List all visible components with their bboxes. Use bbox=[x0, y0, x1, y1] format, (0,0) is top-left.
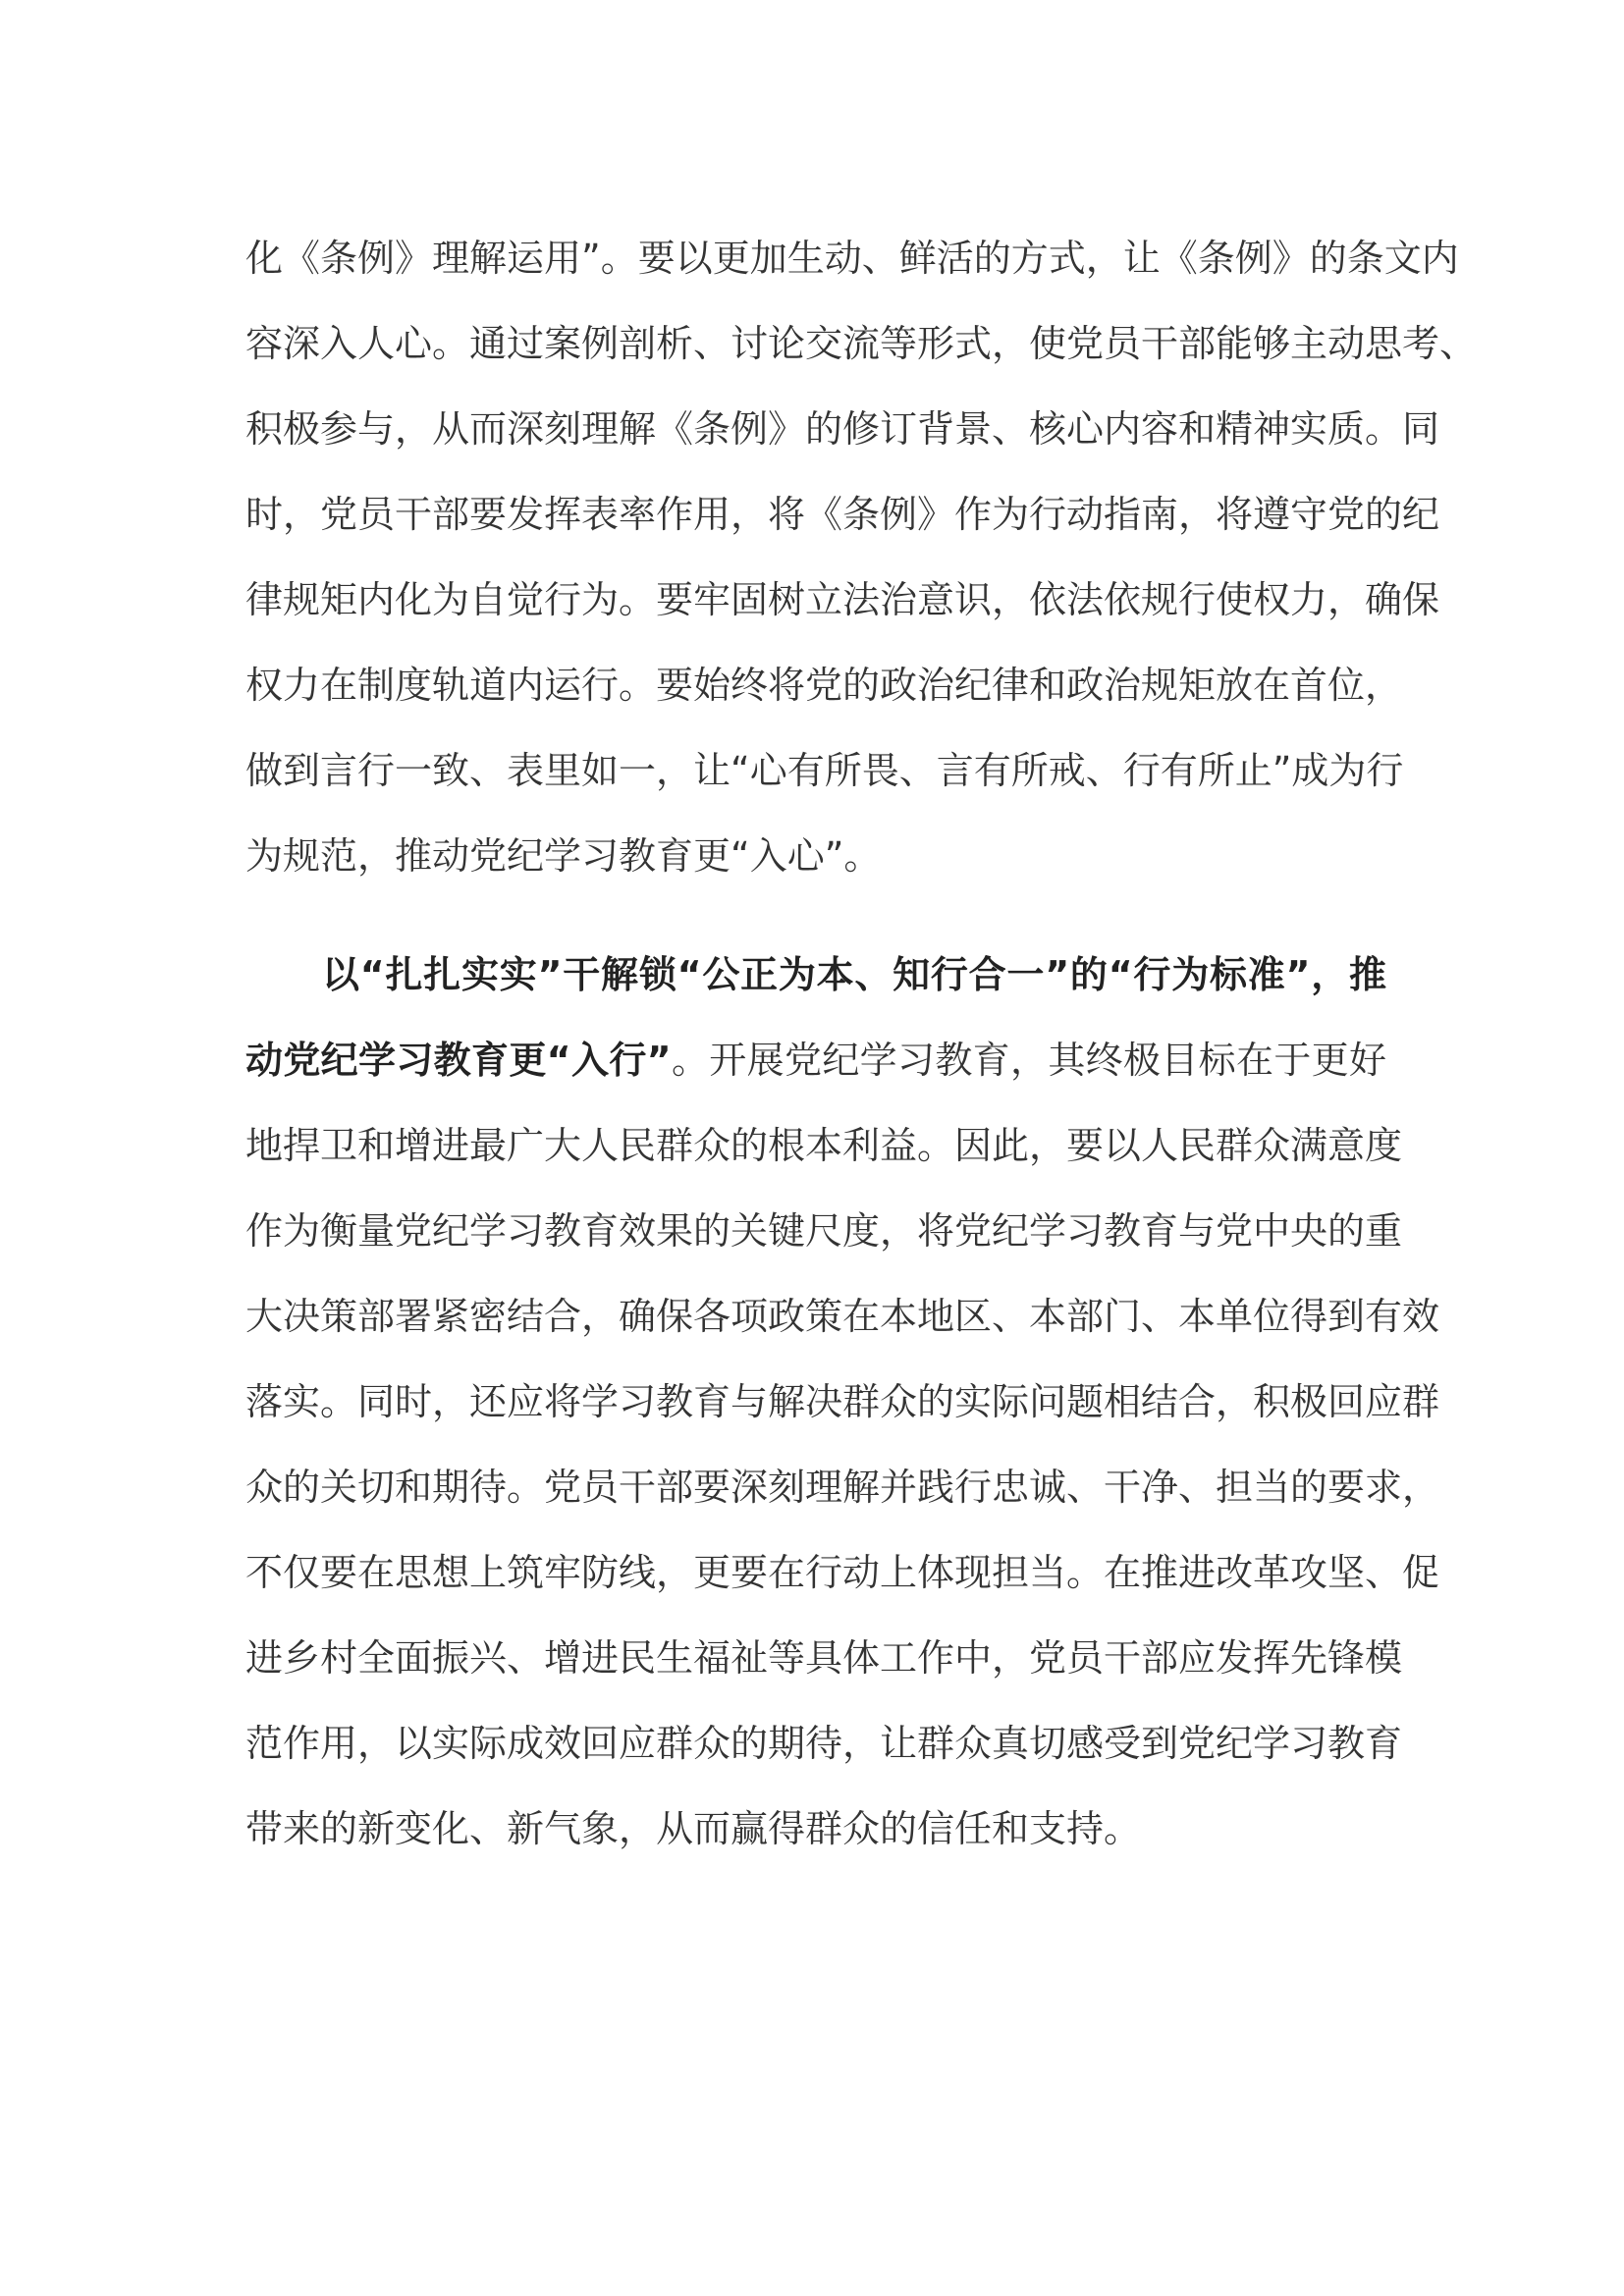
paragraph-1-line bbox=[245, 827, 1386, 885]
body-text: 。开展党纪学习教育，其终极目标在于更好 bbox=[671, 1039, 1386, 1082]
body-text: 化《条例》理解运用”。要以更加生动、鲜活的方式，让《条例》的条文内 bbox=[245, 237, 1459, 280]
body-text: 带来的新变化、新气象，从而赢得群众的信任和支持。 bbox=[245, 1807, 1142, 1850]
bold-heading-text: 动党纪学习教育更“入行” bbox=[245, 1039, 672, 1082]
paragraph-2-line bbox=[245, 1799, 1386, 1858]
paragraph-2-line bbox=[245, 945, 1386, 1004]
paragraph-1-line bbox=[245, 485, 1440, 544]
paragraph-2-line bbox=[245, 1458, 1440, 1517]
paragraph-2-line bbox=[245, 1629, 1403, 1687]
body-text: 地捍卫和增进最广大人民群众的根本利益。因此，要以人民群众满意度 bbox=[245, 1124, 1403, 1167]
body-text: 大决策部署紧密结合，确保各项政策在本地区、本部门、本单位得到有效 bbox=[245, 1295, 1440, 1338]
paragraph-1-line bbox=[245, 400, 1440, 458]
body-text: 作为衡量党纪学习教育效果的关键尺度，将党纪学习教育与党中央的重 bbox=[245, 1209, 1403, 1253]
paragraph-2-line bbox=[245, 1714, 1403, 1773]
body-text: 众的关切和期待。党员干部要深刻理解并践行忠诚、干净、担当的要求， bbox=[245, 1466, 1440, 1509]
body-text: 时，党员干部要发挥表率作用，将《条例》作为行动指南，将遵守党的纪 bbox=[245, 493, 1440, 536]
body-text: 进乡村全面振兴、增进民生福祉等具体工作中，党员干部应发挥先锋模 bbox=[245, 1636, 1403, 1680]
paragraph-1-line bbox=[245, 229, 1459, 288]
body-text: 落实。同时，还应将学习教育与解决群众的实际问题相结合，积极回应群 bbox=[245, 1380, 1440, 1423]
body-text: 为规范，推动党纪学习教育更“入心”。 bbox=[245, 834, 882, 878]
body-text: 容深入人心。通过案例剖析、讨论交流等形式，使党员干部能够主动思考、 bbox=[245, 322, 1478, 365]
body-text: 权力在制度轨道内运行。要始终将党的政治纪律和政治规矩放在首位， bbox=[245, 664, 1403, 707]
paragraph-1-line bbox=[245, 314, 1478, 373]
paragraph-2-line bbox=[245, 1031, 1386, 1090]
paragraph-2-line bbox=[245, 1372, 1440, 1431]
body-text: 不仅要在思想上筑牢防线，更要在行动上体现担当。在推进改革攻坚、促 bbox=[245, 1551, 1440, 1594]
paragraph-2-line bbox=[245, 1543, 1440, 1602]
body-text: 范作用，以实际成效回应群众的期待，让群众真切感受到党纪学习教育 bbox=[245, 1722, 1403, 1765]
bold-heading-text: 以“扎扎实实”干解锁“公正为本、知行合一”的“行为标准”，推 bbox=[322, 953, 1386, 996]
paragraph-2-line bbox=[245, 1201, 1403, 1260]
paragraph-1-line bbox=[245, 570, 1440, 629]
paragraph-1-line bbox=[245, 741, 1404, 800]
body-text: 做到言行一致、表里如一，让“心有所畏、言有所戒、行有所止”成为行 bbox=[245, 749, 1404, 792]
body-text: 积极参与，从而深刻理解《条例》的修订背景、核心内容和精神实质。同 bbox=[245, 407, 1440, 451]
paragraph-2-line bbox=[245, 1116, 1403, 1175]
paragraph-1-line bbox=[245, 656, 1403, 715]
paragraph-2-line bbox=[245, 1287, 1440, 1346]
body-text: 律规矩内化为自觉行为。要牢固树立法治意识，依法依规行使权力，确保 bbox=[245, 578, 1440, 621]
